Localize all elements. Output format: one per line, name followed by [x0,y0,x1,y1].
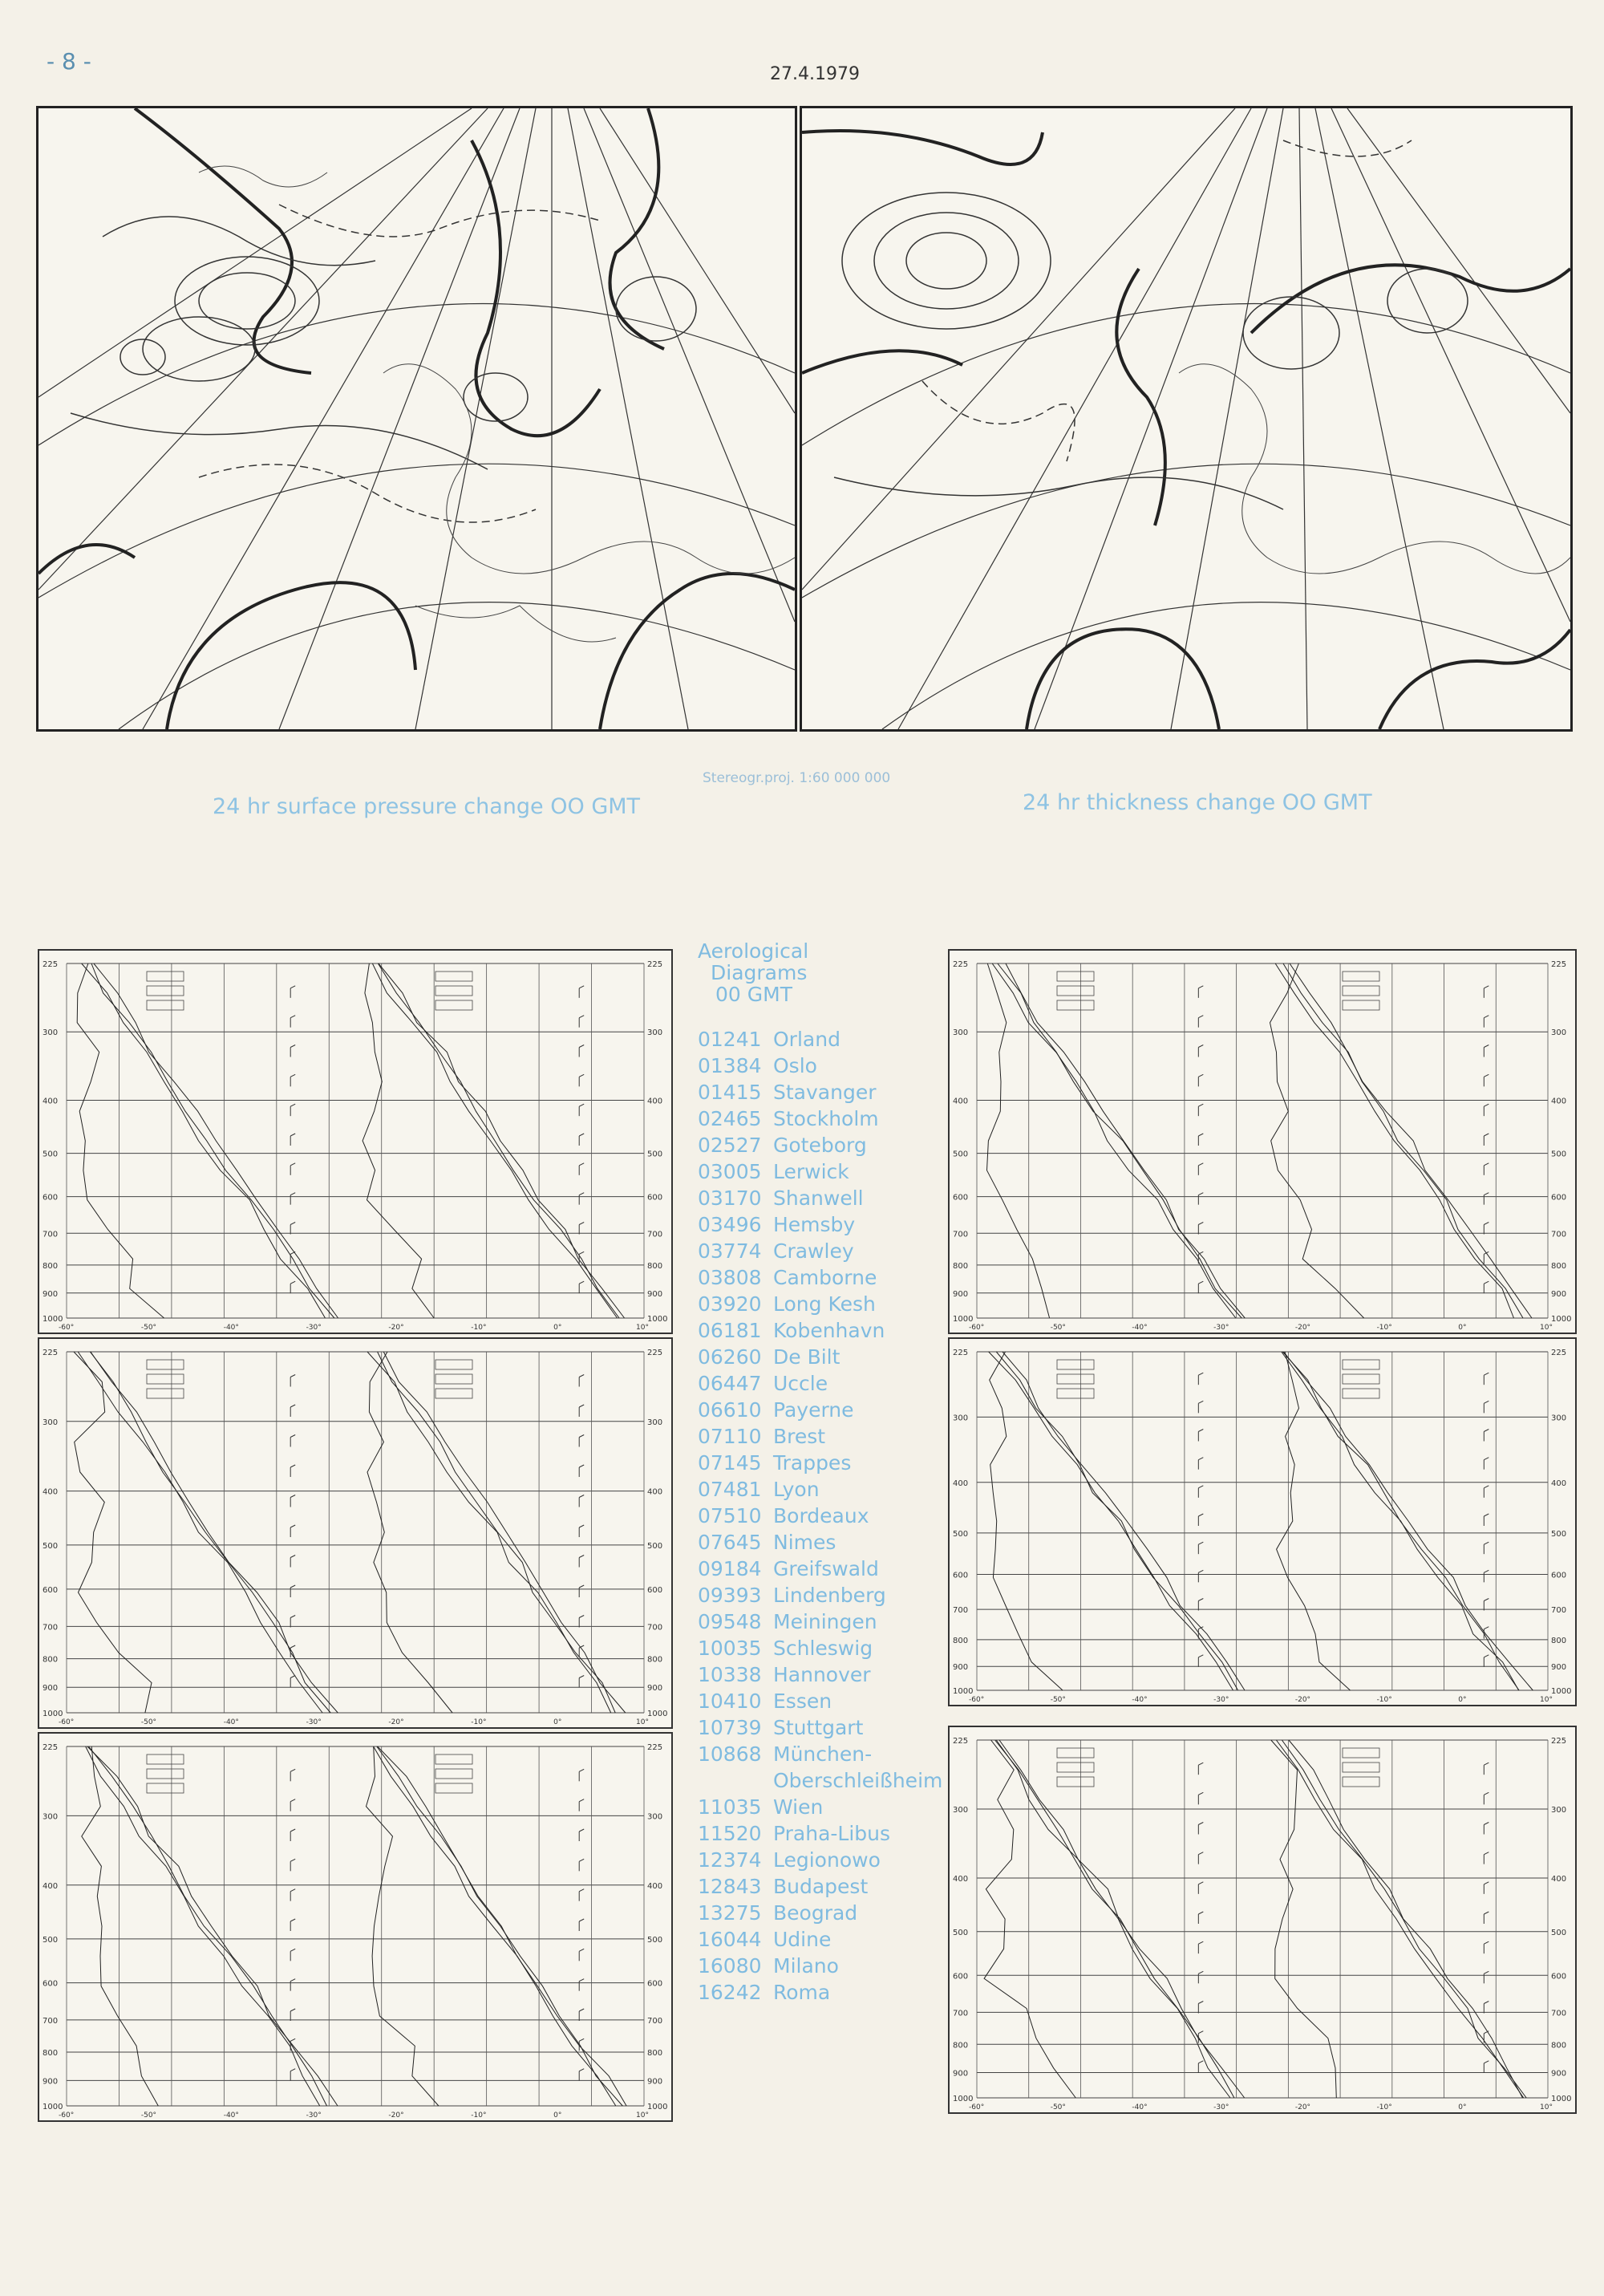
pressure-level-label: 300 [647,1028,663,1038]
pressure-level-label: 900 [953,2069,969,2079]
station-item [698,1291,962,1317]
temperature-label: -40° [223,1718,239,1726]
pressure-level-label: 600 [647,1585,663,1595]
pressure-level-label: 500 [647,1935,663,1945]
pressure-level-label: 400 [953,1875,969,1884]
pressure-level-label: 225 [647,1349,663,1357]
station-name: Oberschleißheim [773,1769,943,1792]
station-code: 06610 [698,1398,762,1422]
station-name: Long Kesh [773,1292,876,1316]
pressure-level-label: 1000 [647,2103,668,2111]
diagram-drawing [950,951,1575,1333]
pressure-level-label: 300 [953,1414,969,1423]
pressure-level-label: 700 [647,2016,663,2026]
station-item [698,1344,962,1370]
pressure-level-label: 1000 [43,1315,63,1324]
station-item [698,1026,962,1053]
temperature-label: -30° [306,1718,322,1726]
station-name: Lyon [773,1478,820,1501]
pressure-level-label: 300 [1551,1414,1567,1423]
station-code: 09548 [698,1610,762,1633]
pressure-level-label: 300 [647,1418,663,1427]
pressure-level-label: 300 [43,1812,59,1822]
pressure-level-label: 700 [1551,1606,1567,1616]
pressure-level-label: 400 [43,1097,59,1106]
station-item [698,1714,962,1741]
station-code: 16242 [698,1981,762,2004]
pressure-level-label: 500 [43,1541,59,1551]
pressure-level-label: 900 [1551,1663,1567,1673]
temperature-label: -20° [388,1718,404,1726]
temperature-label: -40° [1132,1696,1148,1704]
temperature-label: 0° [553,2111,562,2120]
temperature-label: -30° [1213,1324,1229,1332]
pressure-level-label: 700 [43,2016,59,2026]
pressure-level-label: 900 [647,1684,663,1694]
temperature-label: -60° [969,1696,985,1704]
aerological-diagram-panel [38,1337,673,1729]
temperature-label: 10° [636,1324,649,1332]
station-name: Lerwick [773,1160,849,1183]
pressure-level-label: 225 [953,1349,969,1357]
pressure-level-label: 700 [953,1230,969,1239]
temperature-label: 10° [1540,2103,1553,2111]
pressure-level-label: 1000 [1551,1687,1572,1696]
station-item [698,1556,962,1582]
temperature-label: -40° [223,2111,239,2120]
pressure-level-label: 600 [43,1585,59,1595]
pressure-level-label: 600 [953,1193,969,1203]
station-name: Stockholm [773,1107,879,1130]
station-item [698,1979,962,2006]
temperature-label: -10° [1376,2103,1392,2111]
temperature-label: -60° [969,1324,985,1332]
pressure-level-label: 300 [647,1812,663,1822]
thickness-caption: 24 hr thickness change OO GMT [1023,790,1372,815]
temperature-label: -10° [471,2111,487,2120]
station-name: Stavanger [773,1081,877,1104]
pressure-level-label: 600 [647,1193,663,1203]
station-item [698,1661,962,1688]
temperature-label: -50° [1050,1696,1066,1704]
pressure-level-label: 600 [43,1193,59,1203]
station-item [698,1873,962,1900]
thickness-change-map [800,106,1573,732]
temperature-label: -60° [59,1324,75,1332]
pressure-level-label: 800 [647,1261,663,1271]
pressure-level-label: 700 [647,1623,663,1633]
station-name: Hannover [773,1663,871,1686]
pressure-level-label: 700 [1551,1230,1567,1239]
pressure-level-label: 500 [953,1529,969,1539]
station-name: Crawley [773,1239,854,1263]
aerological-diagram-panel [948,1337,1577,1706]
station-name: Stuttgart [773,1716,864,1739]
station-code: 12843 [698,1875,762,1898]
station-name: Milano [773,1954,839,1978]
station-code: 03920 [698,1292,762,1316]
station-code: 10338 [698,1663,762,1686]
temperature-label: -30° [306,1324,322,1332]
station-code: 07145 [698,1451,762,1475]
station-name: Uccle [773,1372,828,1395]
pressure-level-label: 800 [43,1261,59,1271]
temperature-label: 0° [553,1324,562,1332]
pressure-level-label: 500 [43,1150,59,1159]
station-name: Budapest [773,1875,869,1898]
station-item [698,1317,962,1344]
station-name: De Bilt [773,1345,840,1369]
station-name: Greifswald [773,1557,879,1580]
pressure-level-label: 500 [1551,1928,1567,1937]
pressure-level-label: 600 [1551,1193,1567,1203]
diagram-drawing [950,1727,1575,2112]
pressure-level-label: 900 [1551,1289,1567,1299]
station-code: 07510 [698,1504,762,1527]
station-item [698,1423,962,1450]
station-code: 01241 [698,1028,762,1051]
station-code: 07110 [698,1425,762,1448]
station-item [698,1211,962,1238]
station-code: 02465 [698,1107,762,1130]
pressure-level-label: 500 [43,1935,59,1945]
temperature-label: 10° [636,2111,649,2120]
pressure-level-label: 700 [953,2009,969,2018]
temperature-label: -20° [1294,1696,1311,1704]
station-item [698,1900,962,1926]
pressure-level-label: 300 [43,1028,59,1038]
station-name: München- [773,1742,873,1766]
station-item [698,1635,962,1661]
station-name: Udine [773,1928,832,1951]
station-name: Hemsby [773,1213,856,1236]
station-item [698,1608,962,1635]
temperature-label: -30° [1213,2103,1229,2111]
station-item [698,1582,962,1608]
temperature-label: -60° [59,2111,75,2120]
pressure-level-label: 900 [1551,2069,1567,2079]
station-code: 01384 [698,1054,762,1077]
page-number: - 8 - [47,48,91,75]
station-list [698,1026,962,2006]
station-name: Beograd [773,1901,858,1925]
pressure-level-label: 400 [647,1881,663,1891]
pressure-level-label: 800 [1551,2041,1567,2051]
pressure-level-label: 225 [1551,960,1567,969]
diagram-drawing [39,1339,671,1727]
aerological-diagram-panel [38,949,673,1334]
pressure-level-label: 225 [1551,1349,1567,1357]
station-item [698,1053,962,1079]
temperature-label: -50° [1050,2103,1066,2111]
temperature-label: -10° [1376,1324,1392,1332]
station-item [698,1476,962,1503]
pressure-level-label: 600 [43,1979,59,1989]
station-code: 03005 [698,1160,762,1183]
station-item [698,1397,962,1423]
pressure-level-label: 600 [953,1972,969,1982]
pressure-level-label: 225 [43,1743,59,1752]
temperature-label: 0° [1458,1324,1467,1332]
pressure-level-label: 500 [1551,1529,1567,1539]
pressure-level-label: 500 [953,1150,969,1159]
pressure-level-label: 225 [1551,1737,1567,1746]
station-code: 03170 [698,1187,762,1210]
station-name: Brest [773,1425,826,1448]
temperature-label: -20° [388,1324,404,1332]
temperature-label: -50° [140,2111,157,2120]
temperature-label: 0° [553,1718,562,1726]
pressure-level-label: 900 [953,1663,969,1673]
pressure-level-label: 700 [43,1623,59,1633]
station-name: Kobenhavn [773,1319,885,1342]
pressure-level-label: 500 [647,1541,663,1551]
station-name: Bordeaux [773,1504,869,1527]
station-name: Camborne [773,1266,877,1289]
pressure-level-label: 225 [953,960,969,969]
station-code: 07645 [698,1531,762,1554]
pressure-level-label: 1000 [1551,1315,1572,1324]
station-code: 06447 [698,1372,762,1395]
station-code: 06260 [698,1345,762,1369]
pressure-level-label: 900 [43,2077,59,2087]
pressure-level-label: 400 [1551,1479,1567,1488]
station-code: 03808 [698,1266,762,1289]
pressure-level-label: 500 [647,1150,663,1159]
pressure-level-label: 1000 [43,1710,63,1718]
map-right-drawing [802,108,1570,729]
pressure-level-label: 900 [953,1289,969,1299]
station-code: 01415 [698,1081,762,1104]
station-code: 16080 [698,1954,762,1978]
pressure-level-label: 225 [43,1349,59,1357]
station-name: Praha-Libus [773,1822,891,1845]
map-left-drawing [38,108,795,729]
station-name: Shanwell [773,1187,864,1210]
station-name: Legionowo [773,1848,881,1872]
pressure-level-label: 225 [953,1737,969,1746]
pressure-level-label: 600 [1551,1571,1567,1580]
pressure-level-label: 400 [953,1097,969,1106]
pressure-level-label: 800 [43,2048,59,2058]
pressure-level-label: 800 [953,1636,969,1645]
station-code: 09184 [698,1557,762,1580]
pressure-level-label: 1000 [953,2095,974,2103]
pressure-level-label: 225 [647,960,663,969]
pressure-level-label: 800 [43,1655,59,1665]
station-item [698,1767,962,1794]
pressure-level-label: 1000 [647,1710,668,1718]
station-code: 12374 [698,1848,762,1872]
pressure-level-label: 1000 [953,1315,974,1324]
pressure-level-label: 900 [647,1289,663,1299]
station-code: 06181 [698,1319,762,1342]
temperature-label: -10° [471,1718,487,1726]
station-code: 10035 [698,1637,762,1660]
station-name: Roma [773,1981,831,2004]
station-item [698,1953,962,1979]
pressure-level-label: 500 [1551,1150,1567,1159]
station-item [698,1105,962,1132]
station-code: 03774 [698,1239,762,1263]
station-item [698,1450,962,1476]
station-item [698,1820,962,1847]
station-item [698,1688,962,1714]
pressure-level-label: 1000 [953,1687,974,1696]
temperature-label: -40° [1132,1324,1148,1332]
legend-title-line: Aerological [698,939,809,963]
station-name: Trappes [773,1451,852,1475]
temperature-label: -10° [471,1324,487,1332]
pressure-level-label: 600 [647,1979,663,1989]
page-date: 27.4.1979 [770,64,860,84]
temperature-label: -30° [306,2111,322,2120]
pressure-level-label: 1000 [43,2103,63,2111]
station-code: 02527 [698,1134,762,1157]
temperature-label: -40° [223,1324,239,1332]
temperature-label: -60° [59,1718,75,1726]
temperature-label: 10° [1540,1324,1553,1332]
temperature-label: -40° [1132,2103,1148,2111]
pressure-level-label: 800 [953,1261,969,1271]
aerological-diagram-panel [948,949,1577,1334]
pressure-level-label: 300 [1551,1806,1567,1815]
temperature-label: 10° [1540,1696,1553,1704]
diagram-drawing [39,1734,671,2120]
station-name: Wien [773,1795,824,1819]
temperature-label: -10° [1376,1696,1392,1704]
legend-title-line: Diagrams [711,961,808,984]
pressure-level-label: 900 [43,1684,59,1694]
pressure-level-label: 900 [647,2077,663,2087]
pressure-level-label: 800 [1551,1636,1567,1645]
station-name: Orland [773,1028,840,1051]
pressure-level-label: 400 [43,1881,59,1891]
diagram-drawing [950,1339,1575,1705]
temperature-label: -20° [1294,2103,1311,2111]
station-name: Payerne [773,1398,854,1422]
station-name: Nimes [773,1531,836,1554]
station-item [698,1264,962,1291]
pressure-level-label: 600 [1551,1972,1567,1982]
aerological-diagram-panel [948,1726,1577,2114]
pressure-level-label: 800 [953,2041,969,2051]
pressure-level-label: 800 [647,2048,663,2058]
temperature-label: -20° [1294,1324,1311,1332]
temperature-label: 0° [1458,1696,1467,1704]
temperature-label: -50° [1050,1324,1066,1332]
station-code: 11035 [698,1795,762,1819]
station-item [698,1741,962,1767]
pressure-level-label: 800 [647,1655,663,1665]
aerological-diagram-panel [38,1732,673,2122]
station-item [698,1529,962,1556]
station-item [698,1185,962,1211]
temperature-label: -50° [140,1718,157,1726]
station-name: Goteborg [773,1134,867,1157]
station-item [698,1847,962,1873]
station-code: 16044 [698,1928,762,1951]
station-item [698,1079,962,1105]
pressure-level-label: 700 [647,1230,663,1239]
station-name: Schleswig [773,1637,873,1660]
station-code: 09393 [698,1584,762,1607]
station-code: 10410 [698,1690,762,1713]
temperature-label: -50° [140,1324,157,1332]
pressure-level-label: 300 [953,1806,969,1815]
temperature-label: 0° [1458,2103,1467,2111]
temperature-label: -60° [969,2103,985,2111]
pressure-level-label: 400 [953,1479,969,1488]
pressure-level-label: 400 [647,1097,663,1106]
station-item [698,1794,962,1820]
pressure-level-label: 400 [1551,1097,1567,1106]
station-code: 10739 [698,1716,762,1739]
station-name: Lindenberg [773,1584,886,1607]
aerological-legend [698,940,962,2006]
legend-title-line: 00 GMT [715,983,792,1006]
legend-title [698,940,962,1005]
temperature-label: -30° [1213,1696,1229,1704]
station-item [698,1503,962,1529]
station-code [698,1767,773,1794]
temperature-label: 10° [636,1718,649,1726]
pressure-level-label: 300 [43,1418,59,1427]
pressure-level-label: 300 [1551,1028,1567,1038]
station-code: 11520 [698,1822,762,1845]
surface-pressure-caption: 24 hr surface pressure change OO GMT [213,794,641,819]
pressure-level-label: 700 [1551,2009,1567,2018]
pressure-level-label: 800 [1551,1261,1567,1271]
station-code: 07481 [698,1478,762,1501]
projection-note: Stereogr.proj. 1:60 000 000 [703,770,891,786]
pressure-level-label: 400 [1551,1875,1567,1884]
station-name: Oslo [773,1054,817,1077]
station-item [698,1926,962,1953]
temperature-label: -20° [388,2111,404,2120]
station-code: 10868 [698,1742,762,1766]
pressure-level-label: 300 [953,1028,969,1038]
station-item [698,1132,962,1158]
station-code: 03496 [698,1213,762,1236]
pressure-level-label: 700 [43,1230,59,1239]
station-code: 13275 [698,1901,762,1925]
station-item [698,1238,962,1264]
station-name: Meiningen [773,1610,877,1633]
pressure-level-label: 225 [647,1743,663,1752]
surface-pressure-change-map [36,106,797,732]
pressure-level-label: 900 [43,1289,59,1299]
pressure-level-label: 1000 [1551,2095,1572,2103]
station-item [698,1158,962,1185]
pressure-level-label: 700 [953,1606,969,1616]
pressure-level-label: 500 [953,1928,969,1937]
pressure-level-label: 1000 [647,1315,668,1324]
pressure-level-label: 225 [43,960,59,969]
pressure-level-label: 600 [953,1571,969,1580]
station-name: Essen [773,1690,832,1713]
pressure-level-label: 400 [647,1487,663,1497]
diagram-drawing [39,951,671,1333]
station-item [698,1370,962,1397]
pressure-level-label: 400 [43,1487,59,1497]
